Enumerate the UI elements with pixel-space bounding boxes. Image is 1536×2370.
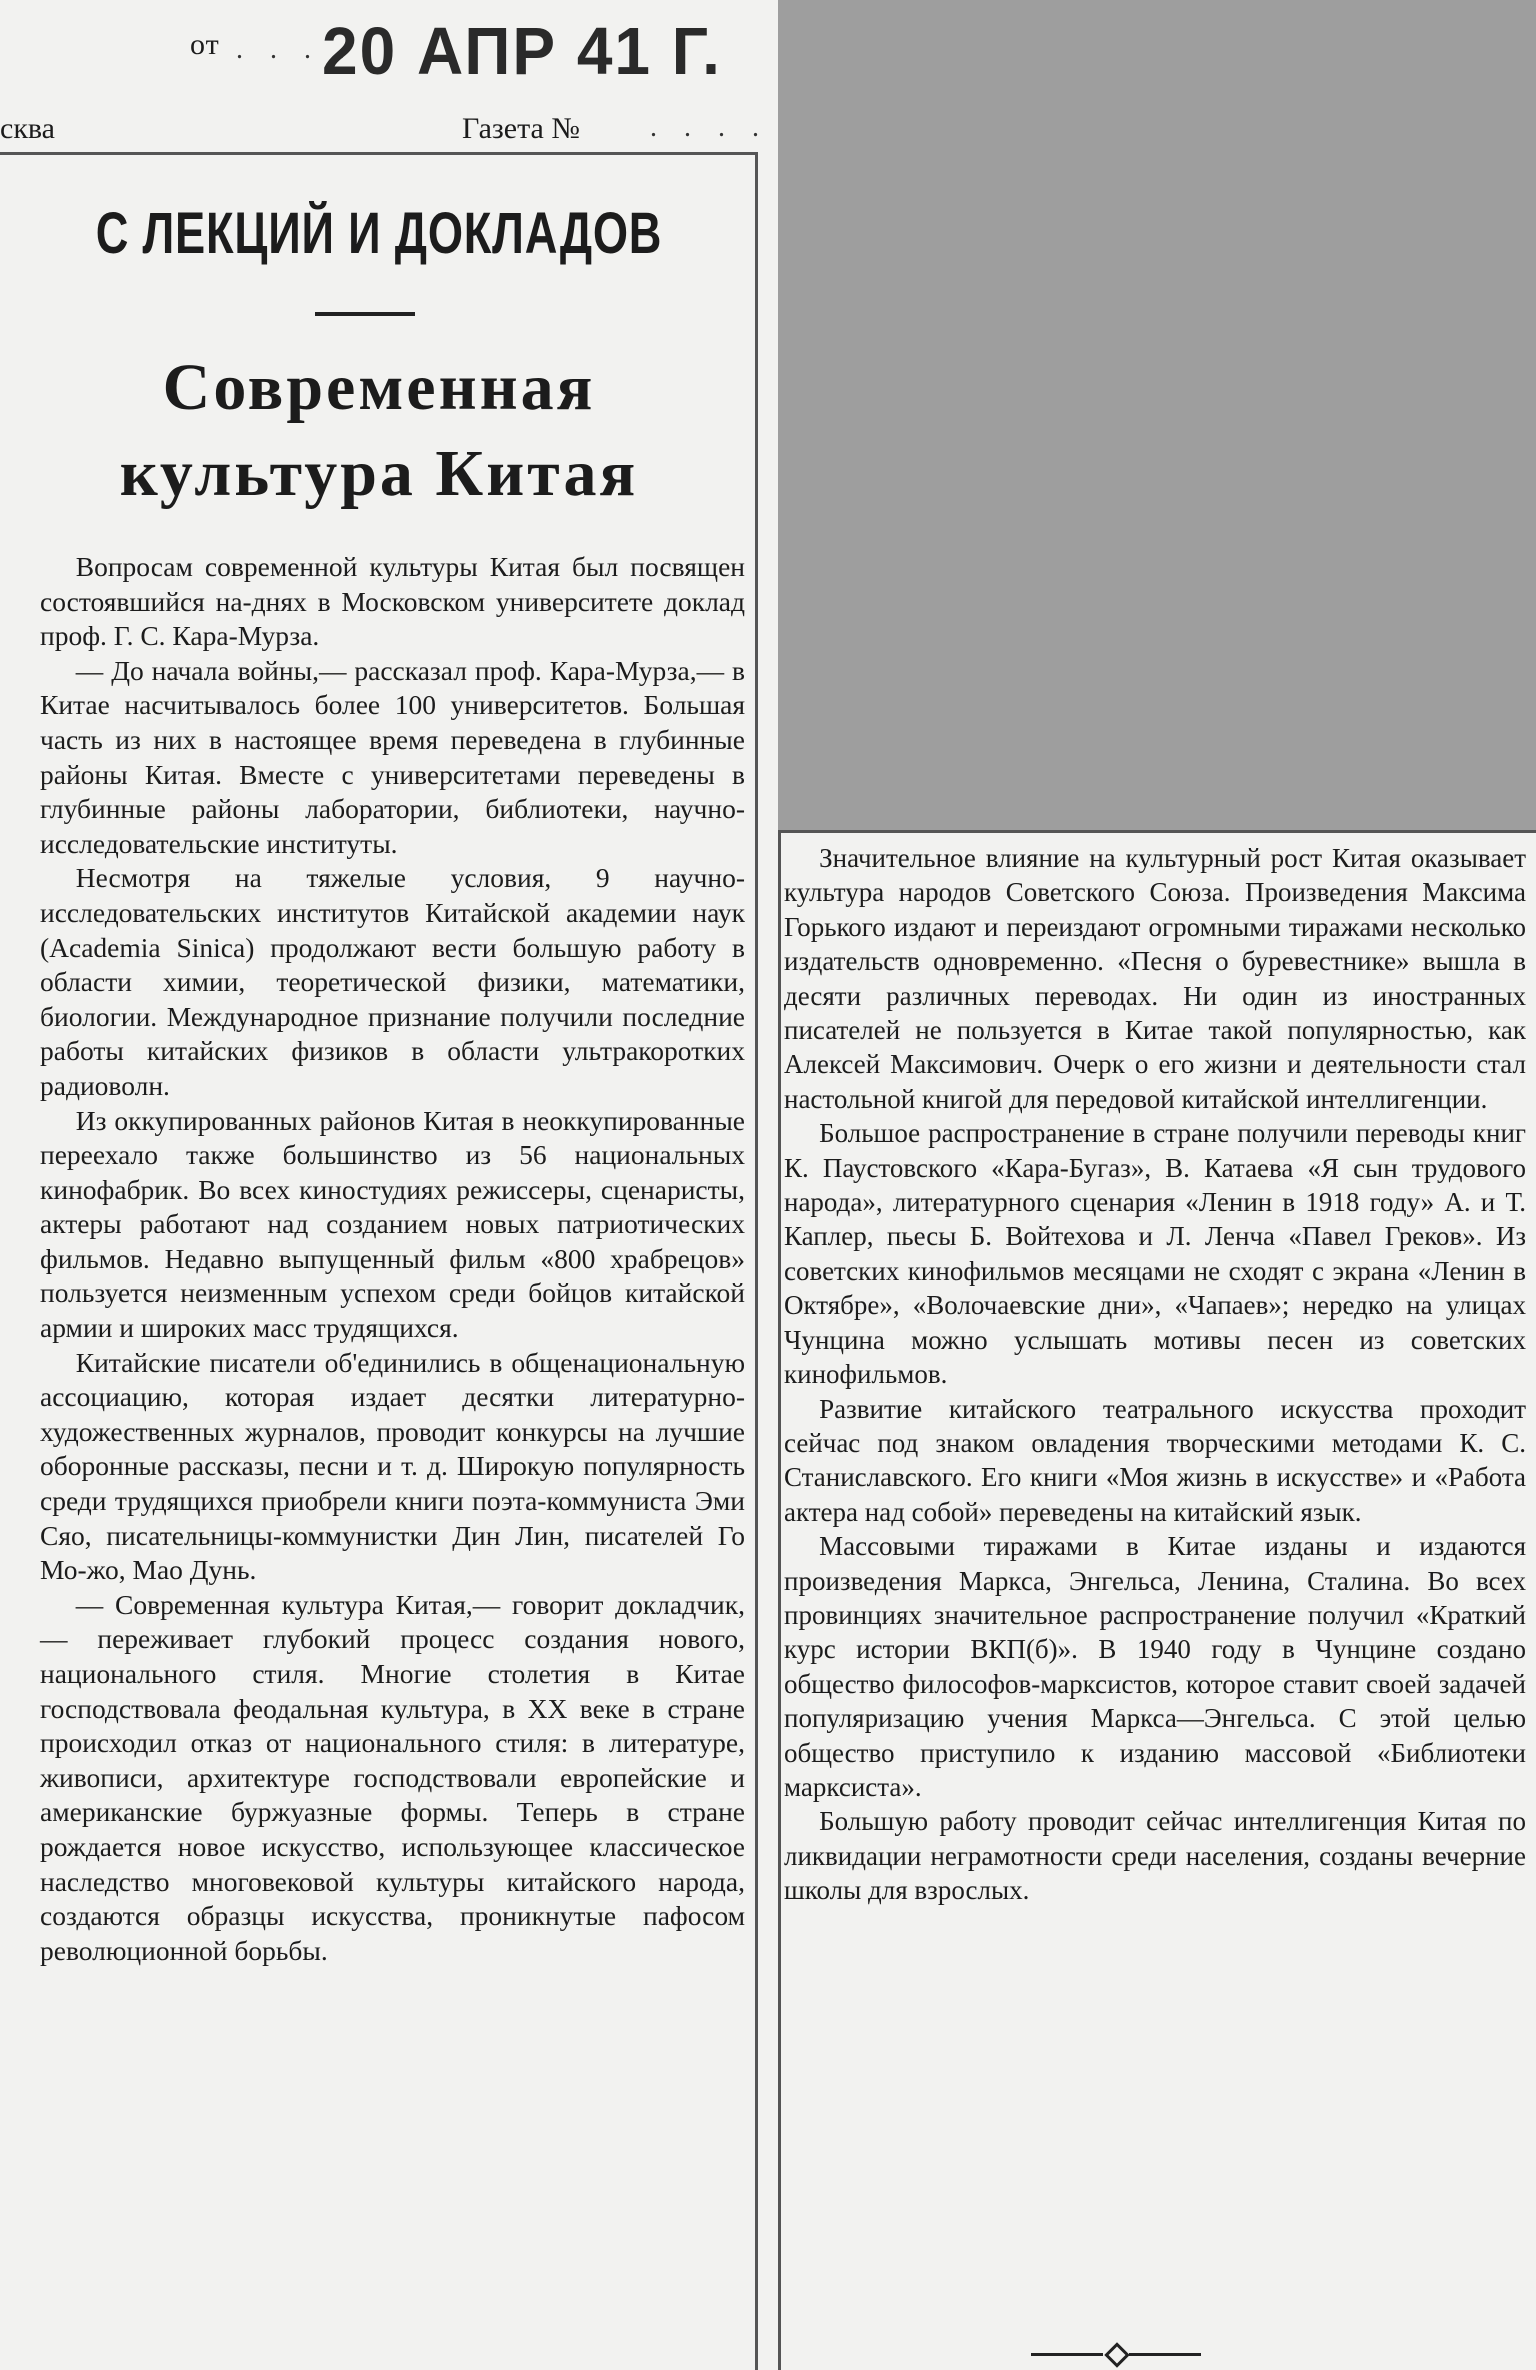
article-title [0, 345, 758, 517]
ornament-bar-left [1031, 2353, 1103, 2356]
left-column-body [40, 550, 745, 1968]
paragraph: Большую работу проводит сейчас интеллигенция Китая по ликвидации неграмотности среди населения, созданы вечерние школы для взрослых. [784, 1806, 1526, 1906]
clipping-slip-header [0, 0, 800, 150]
ornament-diamond-icon [1104, 2342, 1129, 2367]
paragraph: Несмотря на тяжелые условия, 9 научно-исследовательских институтов Китайской академии наук (Academia Sinica) продолжают вести большую работу в области химии, теоретической физики, математики, биологии. Международное признание получили последние работы китайских физиков в области ультракоротких радиоволн. [40, 862, 745, 1101]
mounting-board [778, 0, 1536, 830]
title-line-1: Современная [162, 351, 596, 424]
paragraph: — Современная культура Китая,— говорит докладчик,— переживает глубокий процесс создания нового, национального стиля. Многие столетия в Китае господствовала феодальная культура, в XX веке в стране происходил отказ от национального стиля: в литературе, живописи, архитектуре господствовали европейские и американские буржуазные формы. Теперь в стране рождается новое искусство, использующее классическое наследство многовековой культуры китайского народа, создаются образцы искусства, проникнутые пафосом революционной борьбы. [40, 1588, 745, 1966]
paragraph: — До начала войны,— рассказал проф. Кара-Мурза,— в Китае насчитывалось более 100 университетов. Большая часть из них в настоящее время переведена в глубинные районы Китая. Вместе с университетами переведены в глубинные районы лаборатории, библиотеки, научно-исследовательские институты. [40, 654, 745, 859]
date-prefix-label: от [190, 28, 220, 61]
right-column-body [784, 841, 1526, 1908]
article-right-column [778, 830, 1536, 2370]
paragraph: Значительное влияние на культурный рост Китая оказывает культура народов Советского Союза. Произведения Максима Горького издают и переиздают огромными тиражами несколько издательств одновременно. «Песня о буревестнике» вышла в десяти различных переводах. Ни один из иностранных писателей не пользуется в Китае такой популярностью, как Алексей Максимович. Очерк о его жизни и деятельности стал настольной книгой для передовой китайской интеллигенции. [784, 843, 1526, 1114]
number-dots: . . . . [650, 112, 769, 143]
newspaper-number-label: Газета № [462, 112, 580, 145]
paragraph: Китайские писатели об'единились в общенациональную ассоциацию, которая издает десятки литературно-художественных журналов, проводит конкурсы на лучшие оборонные рассказы, песни и т. д. Широкую популярность среди трудящихся приобрели книги поэта-коммуниста Эми Сяо, писательницы-коммунистки Дин Лин, писателей Го Мо-жо, Мао Дунь. [40, 1346, 745, 1586]
end-of-article-ornament [1031, 2345, 1201, 2365]
paragraph: Вопросам современной культуры Китая был посвящен состоявшийся на-днях в Московском университете доклад проф. Г. С. Кара-Мурза. [40, 551, 745, 652]
city-label: сква [0, 112, 55, 145]
paragraph: Массовыми тиражами в Китае изданы и издаются произведения Маркса, Энгельса, Ленина, Сталина. Во всех провинциях значительное распространение получил «Краткий курс истории ВКП(б)». В 1940 году в Чунцине создано общество философов-марксистов, которое ставит своей задачей популяризацию учения Маркса—Энгельса. С этой целью общество приступило к изданию массовой «Библиотеки марксиста». [784, 1531, 1526, 1802]
date-stamp: 20 АПР 41 Г. [322, 13, 722, 89]
rubric-divider [315, 312, 415, 316]
paragraph: Большое распространение в стране получили переводы книг К. Паустовского «Кара-Бугаз», В. Катаева «Я сын трудового народа», литературного сценария «Ленин в 1918 году» А. и Т. Каплер, пьесы Б. Войтехова и Л. Ленча «Павел Греков». Из советских кинофильмов месяцами не сходят с экрана «Ленин в Октябре», «Волочаевские дни», «Чапаев»; нередко на улицах Чунцина можно услышать мотивы песен из советских кинофильмов. [784, 1118, 1526, 1390]
date-dots: . . . . [236, 34, 355, 65]
paragraph: Развитие китайского театрального искусства проходит сейчас под знаком овладения творческими методами К. С. Станиславского. Его книги «Моя жизнь в искусстве» и «Работа актера над собой» переведены на китайский язык. [784, 1393, 1526, 1527]
paragraph: Из оккупированных районов Китая в неоккупированные переехало также большинство из 56 национальных кинофабрик. Во всех киностудиях режиссеры, сценаристы, актеры работают над созданием новых патриотических фильмов. Недавно выпущенный фильм «800 храбрецов» пользуется неизменным успехом среди бойцов китайской армии и широких масс трудящихся. [40, 1104, 745, 1344]
title-line-2: культура Китая [119, 437, 639, 510]
rubric-heading: С ЛЕКЦИЙ И ДОКЛАДОВ [95, 201, 663, 266]
ornament-bar-right [1129, 2353, 1201, 2356]
article-left-column [0, 152, 758, 2370]
